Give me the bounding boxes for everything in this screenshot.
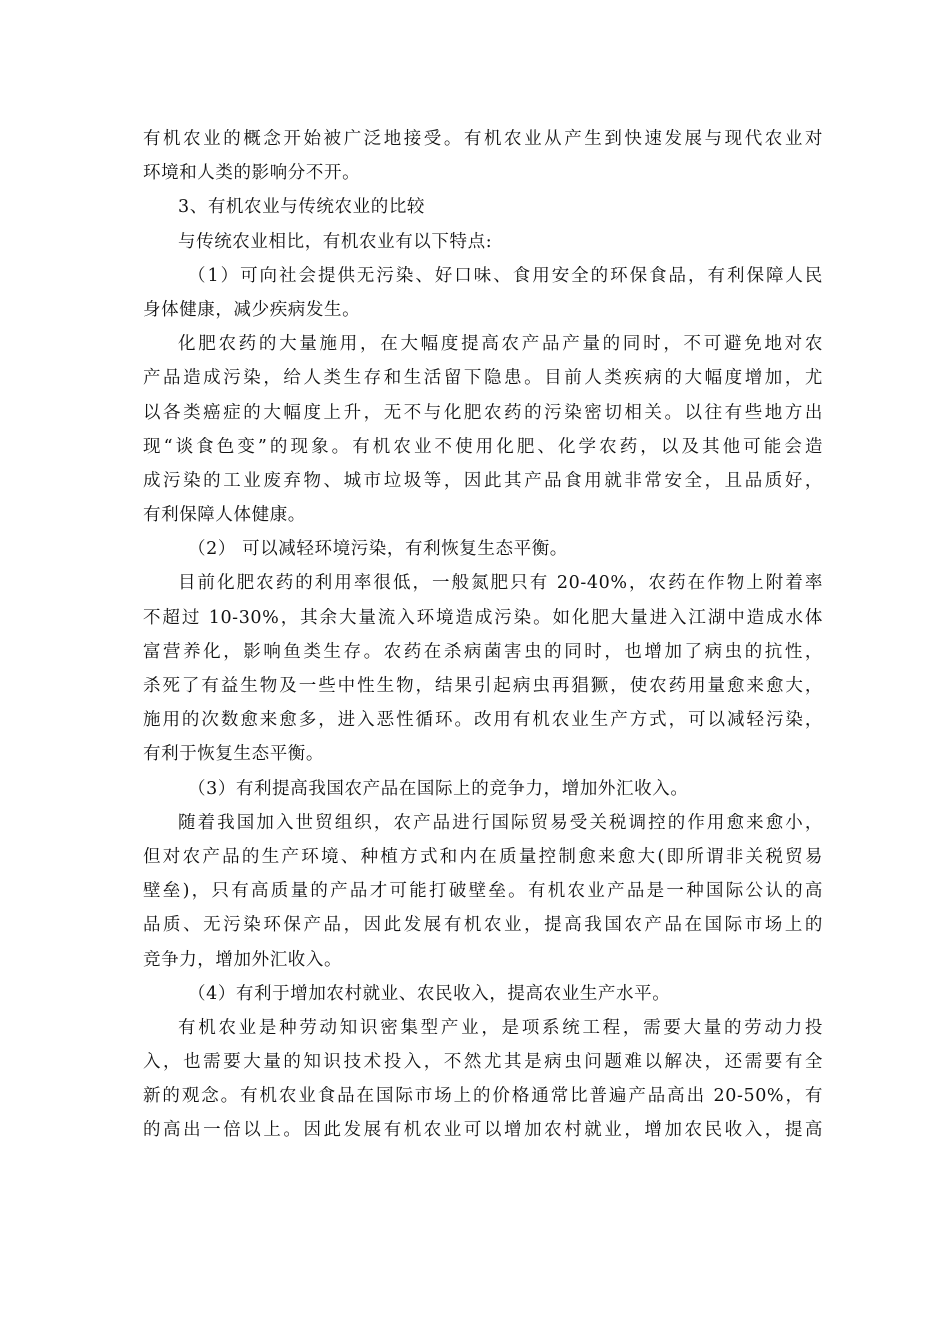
text-line: 有机农业的概念开始被广泛地接受。有机农业从产生到快速发展与现代农业对 xyxy=(143,129,823,149)
text-line: 现“谈食色变”的现象。有机农业不使用化肥、化学农药，以及其他可能会造 xyxy=(143,436,823,457)
text-line: 杀死了有益生物及一些中性生物，结果引起病虫再猖獗，使农药用量愈来愈大， xyxy=(143,676,823,696)
text-line: 有利保障人体健康。 xyxy=(143,505,306,526)
text-line: 随着我国加入世贸组织，农产品进行国际贸易受关税调控的作用愈来愈小， xyxy=(178,812,823,833)
text-line: 以各类癌症的大幅度上升，无不与化肥农药的污染密切相关。以往有些地方出 xyxy=(143,402,823,423)
text-line: 有机农业是种劳动知识密集型产业，是项系统工程，需要大量的劳动力投 xyxy=(178,1017,823,1038)
text-line: 目前化肥农药的利用率很低，一般氮肥只有 20-40%，农药在作物上附着率 xyxy=(178,573,823,594)
list-item-heading: （4）有利于增加农村就业、农民收入，提高农业生产水平。 xyxy=(188,983,671,1004)
text-line: 富营养化，影响鱼类生存。农药在杀病菌害虫的同时，也增加了病虫的抗性， xyxy=(143,641,823,662)
text-line: 施用的次数愈来愈多，进入恶性循环。改用有机农业生产方式，可以减轻污染， xyxy=(143,710,823,731)
list-item-heading: （1）可向社会提供无污染、好口味、食用安全的环保食品，有利保障人民 xyxy=(188,265,823,286)
text-line: 身体健康，减少疾病发生。 xyxy=(143,299,361,320)
text-line: 有利于恢复生态平衡。 xyxy=(143,744,324,765)
text-line: 入，也需要大量的知识技术投入，不然尤其是病虫问题难以解决，还需要有全 xyxy=(143,1052,823,1073)
document-body xyxy=(143,122,823,1148)
text-line: 壁垒)，只有高质量的产品才可能打破壁垒。有机农业产品是一种国际公认的高 xyxy=(143,881,823,902)
text-line: 与传统农业相比，有机农业有以下特点: xyxy=(178,231,493,252)
text-line: 竞争力，增加外汇收入。 xyxy=(143,949,343,970)
text-line: 品质、无污染环保产品，因此发展有机农业，提高我国农产品在国际市场上的 xyxy=(143,915,823,936)
text-line: 化肥农药的大量施用，在大幅度提高农产品产量的同时，不可避免地对农 xyxy=(178,334,823,355)
text-line: 但对农产品的生产环境、种植方式和内在质量控制愈来愈大(即所谓非关税贸易 xyxy=(143,846,823,867)
text-line: 产品造成污染，给人类生存和生活留下隐患。目前人类疾病的大幅度增加，尤 xyxy=(143,368,823,389)
list-item-heading: （3）有利提高我国农产品在国际上的竞争力，增加外汇收入。 xyxy=(188,778,689,799)
text-line: 新的观念。有机农业食品在国际市场上的价格通常比普遍产品高出 20-50%，有 xyxy=(143,1086,823,1107)
text-line: 成污染的工业废弃物、城市垃圾等，因此其产品食用就非常安全，且品质好， xyxy=(143,470,823,491)
text-line: 环境和人类的影响分不开。 xyxy=(143,163,361,184)
text-line: 不超过 10-30%，其余大量流入环境造成污染。如化肥大量进入江湖中造成水体 xyxy=(143,607,823,628)
list-item-heading: （2） 可以减轻环境污染，有利恢复生态平衡。 xyxy=(188,539,568,560)
section-heading: 3、有机农业与传统农业的比较 xyxy=(178,197,426,218)
text-line: 的高出一倍以上。因此发展有机农业可以增加农村就业，增加农民收入，提高 xyxy=(143,1120,823,1141)
